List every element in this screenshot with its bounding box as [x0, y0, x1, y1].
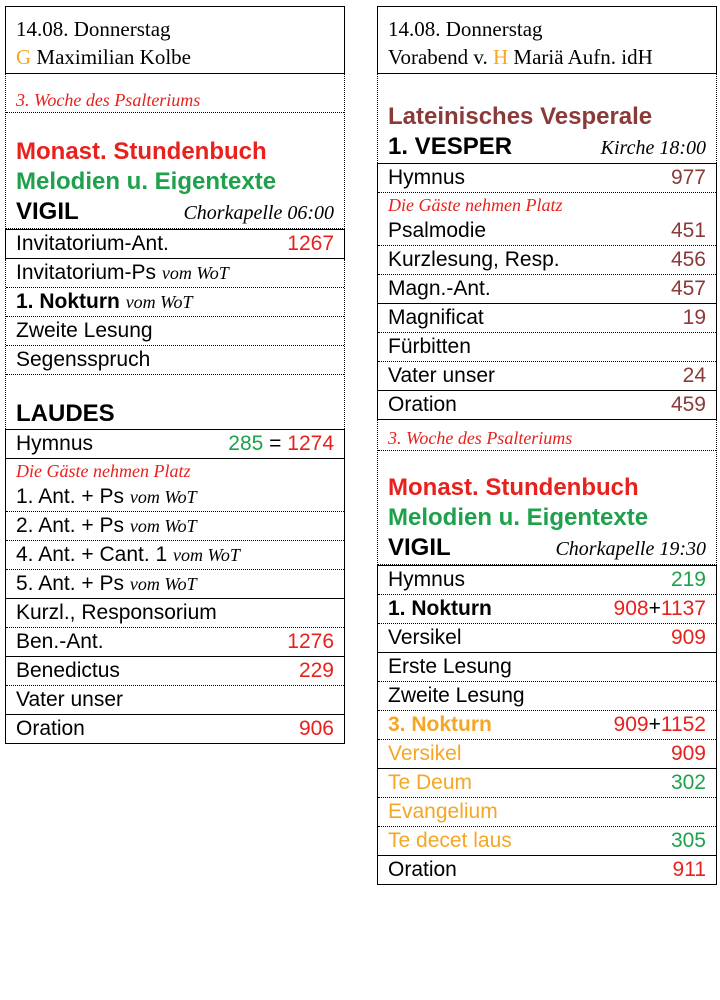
- table-row: Hymnus 219: [378, 566, 716, 595]
- right-vesper-label: 1. VESPER: [388, 133, 513, 160]
- left-feast-letter: G: [16, 45, 32, 69]
- table-row: Evangelium: [378, 798, 716, 827]
- left-vigil-intro: [5, 74, 345, 229]
- table-row: Hymnus 285 = 1274: [6, 430, 344, 459]
- left-laudes-table: [5, 429, 345, 744]
- table-row: Versikel 909: [378, 740, 716, 769]
- table-row: 2. Ant. + Ps vom WoT: [6, 512, 344, 541]
- table-row: Te decet laus 305: [378, 827, 716, 856]
- table-row: Erste Lesung: [378, 653, 716, 682]
- right-vigil-intro: [377, 420, 717, 565]
- left-vigil-label: VIGIL: [16, 198, 79, 225]
- table-row: Magn.-Ant. 457: [378, 275, 716, 304]
- right-vesper-table: [377, 163, 717, 420]
- table-row: 1. Ant. + Ps vom WoT: [6, 483, 344, 512]
- table-row: Invitatorium-Ant. 1267: [6, 230, 344, 259]
- table-row: Hymnus 977: [378, 164, 716, 193]
- right-column: [377, 6, 717, 885]
- right-date: 14.08. Donnerstag: [388, 17, 543, 41]
- right-vesper-title: [378, 132, 716, 163]
- table-row: Ben.-Ant. 1276: [6, 628, 344, 657]
- left-book2: Melodien u. Eigentexte: [16, 168, 277, 195]
- right-week-note: 3. Woche des Psalteriums: [378, 426, 716, 451]
- right-vigil-place: Chorkapelle 19:30: [555, 538, 706, 560]
- left-date: 14.08. Donnerstag: [16, 17, 171, 41]
- table-row: 3. Nokturn 909+1152: [378, 711, 716, 740]
- left-vigil-title: [6, 197, 344, 228]
- left-laudes-title: LAUDES: [16, 400, 115, 427]
- right-vigil-title: [378, 533, 716, 564]
- table-row: 4. Ant. + Cant. 1 vom WoT: [6, 541, 344, 570]
- right-vigil-table: [377, 565, 717, 885]
- table-row: Oration 459: [388, 393, 706, 416]
- table-row: Zweite Lesung: [378, 682, 716, 711]
- right-vigil-label: VIGIL: [388, 534, 451, 561]
- table-row: Fürbitten: [378, 333, 716, 362]
- left-feast: [16, 43, 344, 71]
- right-guests-note: Die Gäste nehmen Platz: [388, 195, 563, 215]
- table-row: Oration 911: [388, 858, 706, 881]
- table-row: 1. Nokturn 908+1137: [378, 595, 716, 624]
- table-row: Vater unser 24: [378, 362, 716, 391]
- left-week-note: 3. Woche des Psalteriums: [6, 88, 344, 113]
- right-vesper-intro: [377, 74, 717, 163]
- table-row: Segensspruch: [6, 346, 344, 375]
- table-row: Invitatorium-Ps vom WoT: [6, 259, 344, 288]
- left-column: [5, 6, 345, 744]
- left-feast-name: Maximilian Kolbe: [36, 45, 191, 69]
- table-row: Vater unser: [6, 686, 344, 715]
- right-book1: Monast. Stundenbuch: [388, 474, 639, 501]
- right-vesper-place: Kirche 18:00: [600, 137, 706, 159]
- right-book2: Melodien u. Eigentexte: [388, 504, 649, 531]
- table-row: Zweite Lesung: [6, 317, 344, 346]
- left-vigil-rows: [5, 259, 345, 429]
- right-feast-letter: H: [492, 45, 509, 69]
- right-day-header: [377, 6, 717, 74]
- left-book1: Monast. Stundenbuch: [16, 138, 267, 165]
- table-row: Benedictus 229: [6, 657, 344, 686]
- left-vigil-table: [5, 229, 345, 259]
- right-vesperale: Lateinisches Vesperale: [388, 103, 653, 130]
- table-row: Te Deum 302: [378, 769, 716, 798]
- table-row: 1. Nokturn vom WoT: [6, 288, 344, 317]
- table-row: Kurzlesung, Resp. 456: [378, 246, 716, 275]
- table-row: Versikel 909: [378, 624, 716, 653]
- table-row: Psalmodie 451: [378, 217, 716, 246]
- table-row: Magnificat 19: [378, 304, 716, 333]
- left-day-header: [5, 6, 345, 74]
- right-feast-name: Mariä Aufn. idH: [513, 45, 653, 69]
- left-guests-note: Die Gäste nehmen Platz: [16, 461, 191, 481]
- right-feast: Vorabend v. H Mariä Aufn. idH: [388, 45, 653, 69]
- table-row: Kurzl., Responsorium: [6, 599, 344, 628]
- table-row: Oration 906: [16, 717, 334, 740]
- table-row: 5. Ant. + Ps vom WoT: [6, 570, 344, 599]
- left-vigil-place: Chorkapelle 06:00: [183, 202, 334, 224]
